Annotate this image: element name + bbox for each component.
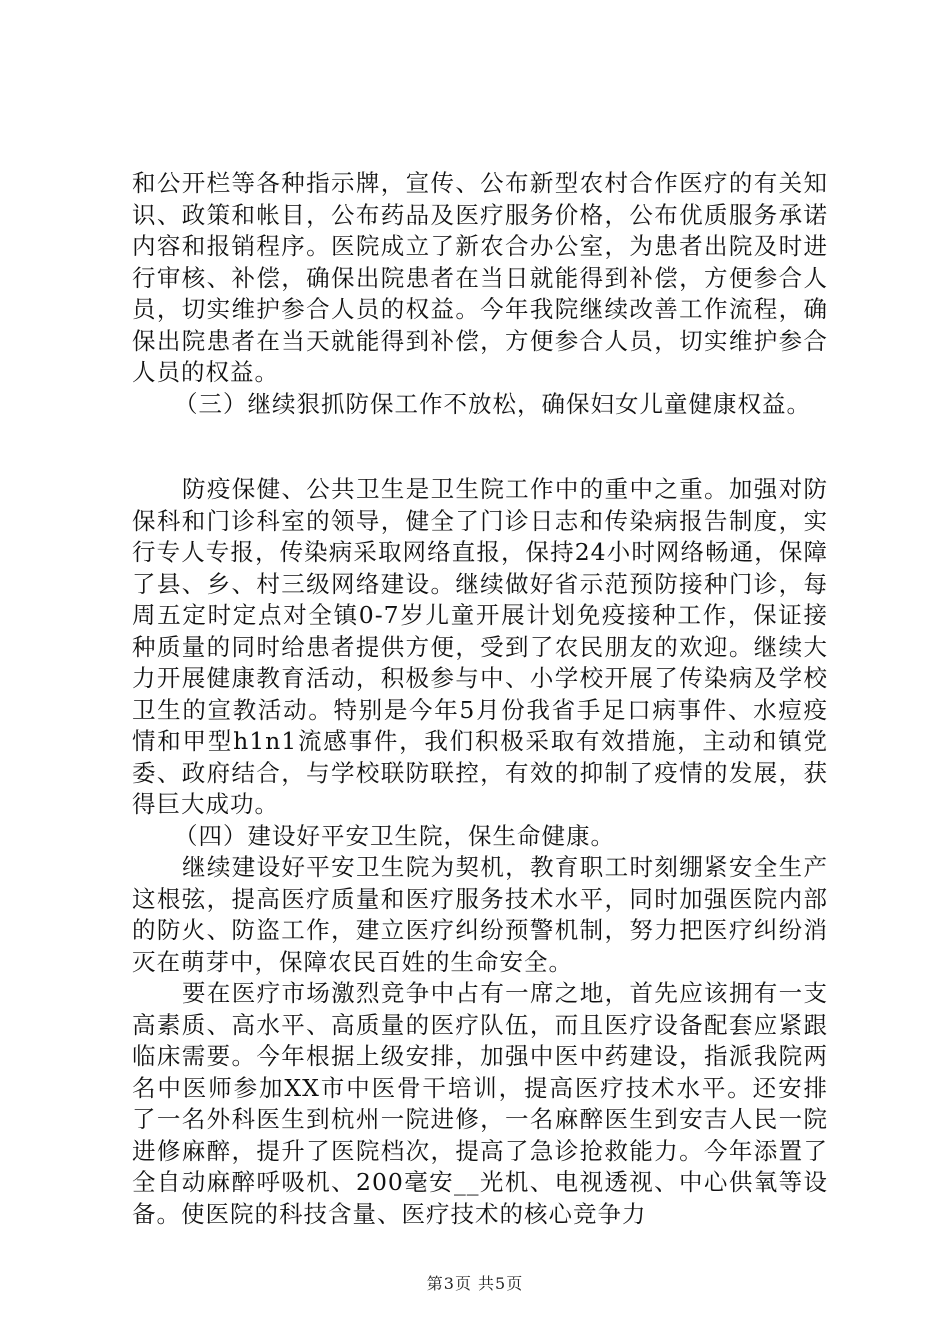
paragraph-epidemic-prevention: 防疫保健、公共卫生是卫生院工作中的重中之重。加强对防保科和门诊科室的领导，健全了门诊日志和传染病报告制度，实行专人专报，传染病采取网络直报，保持24小时网络畅通，保障了县、乡、村三级网络建设。继续做好省示范预防接种门诊，每周五定时定点对全镇0-7岁儿童开展计划免疫接种工作，保证接种质量的同时给患者提供方便，受到了农民朋友的欢迎。继续大力开展健康教育活动，积极参与中、小学校开展了传染病及学校卫生的宣教活动。特别是今年5月份我省手足口病事件、水痘疫情和甲型h1n1流感事件，我们积极采取有效措施，主动和镇党委、政府结合，与学校联防联控，有效的抑制了疫情的发展，获得巨大成功。 xyxy=(132,475,828,818)
paragraph-safe-hospital: 继续建设好平安卫生院为契机，教育职工时刻绷紧安全生产这根弦，提高医疗质量和医疗服务技术水平，同时加强医院内部的防火、防盗工作，建立医疗纠纷预警机制，努力把医疗纠纷消灭在萌芽中，保障农民百姓的生命安全。 xyxy=(132,853,828,976)
paragraph-continuation: 和公开栏等各种指示牌，宣传、公布新型农村合作医疗的有关知识、政策和帐目，公布药品及医疗服务价格，公布优质服务承诺内容和报销程序。医院成立了新农合办公室，为患者出院及时进行审核、补偿，确保出院患者在当日就能得到补偿，方便参合人员，切实维护参合人员的权益。今年我院继续改善工作流程，确保出院患者在当天就能得到补偿，方便参合人员，切实维护参合人员的权益。 xyxy=(132,169,828,386)
page-number-footer: 第3页 共5页 xyxy=(426,1274,524,1293)
section-heading-4: （四）建设好平安卫生院，保生命健康。 xyxy=(174,821,615,850)
paragraph-medical-team: 要在医疗市场激烈竞争中占有一席之地，首先应该拥有一支高素质、高水平、高质量的医疗队伍，而且医疗设备配套应紧跟临床需要。今年根据上级安排，加强中医中药建设，指派我院两名中医师参加XX市中医骨干培训，提高医疗技术水平。还安排了一名外科医生到杭州一院进修，一名麻醉医生到安吉人民一院进修麻醉，提升了医院档次，提高了急诊抢救能力。今年添置了全自动麻醉呼吸机、200毫安__光机、电视透视、中心供氧等设备。使医院的科技含量、医疗技术的核心竞争力 xyxy=(132,979,828,1228)
section-heading-3: （三）继续狠抓防保工作不放松，确保妇女儿童健康权益。 xyxy=(174,389,811,418)
document-body xyxy=(132,168,828,1230)
